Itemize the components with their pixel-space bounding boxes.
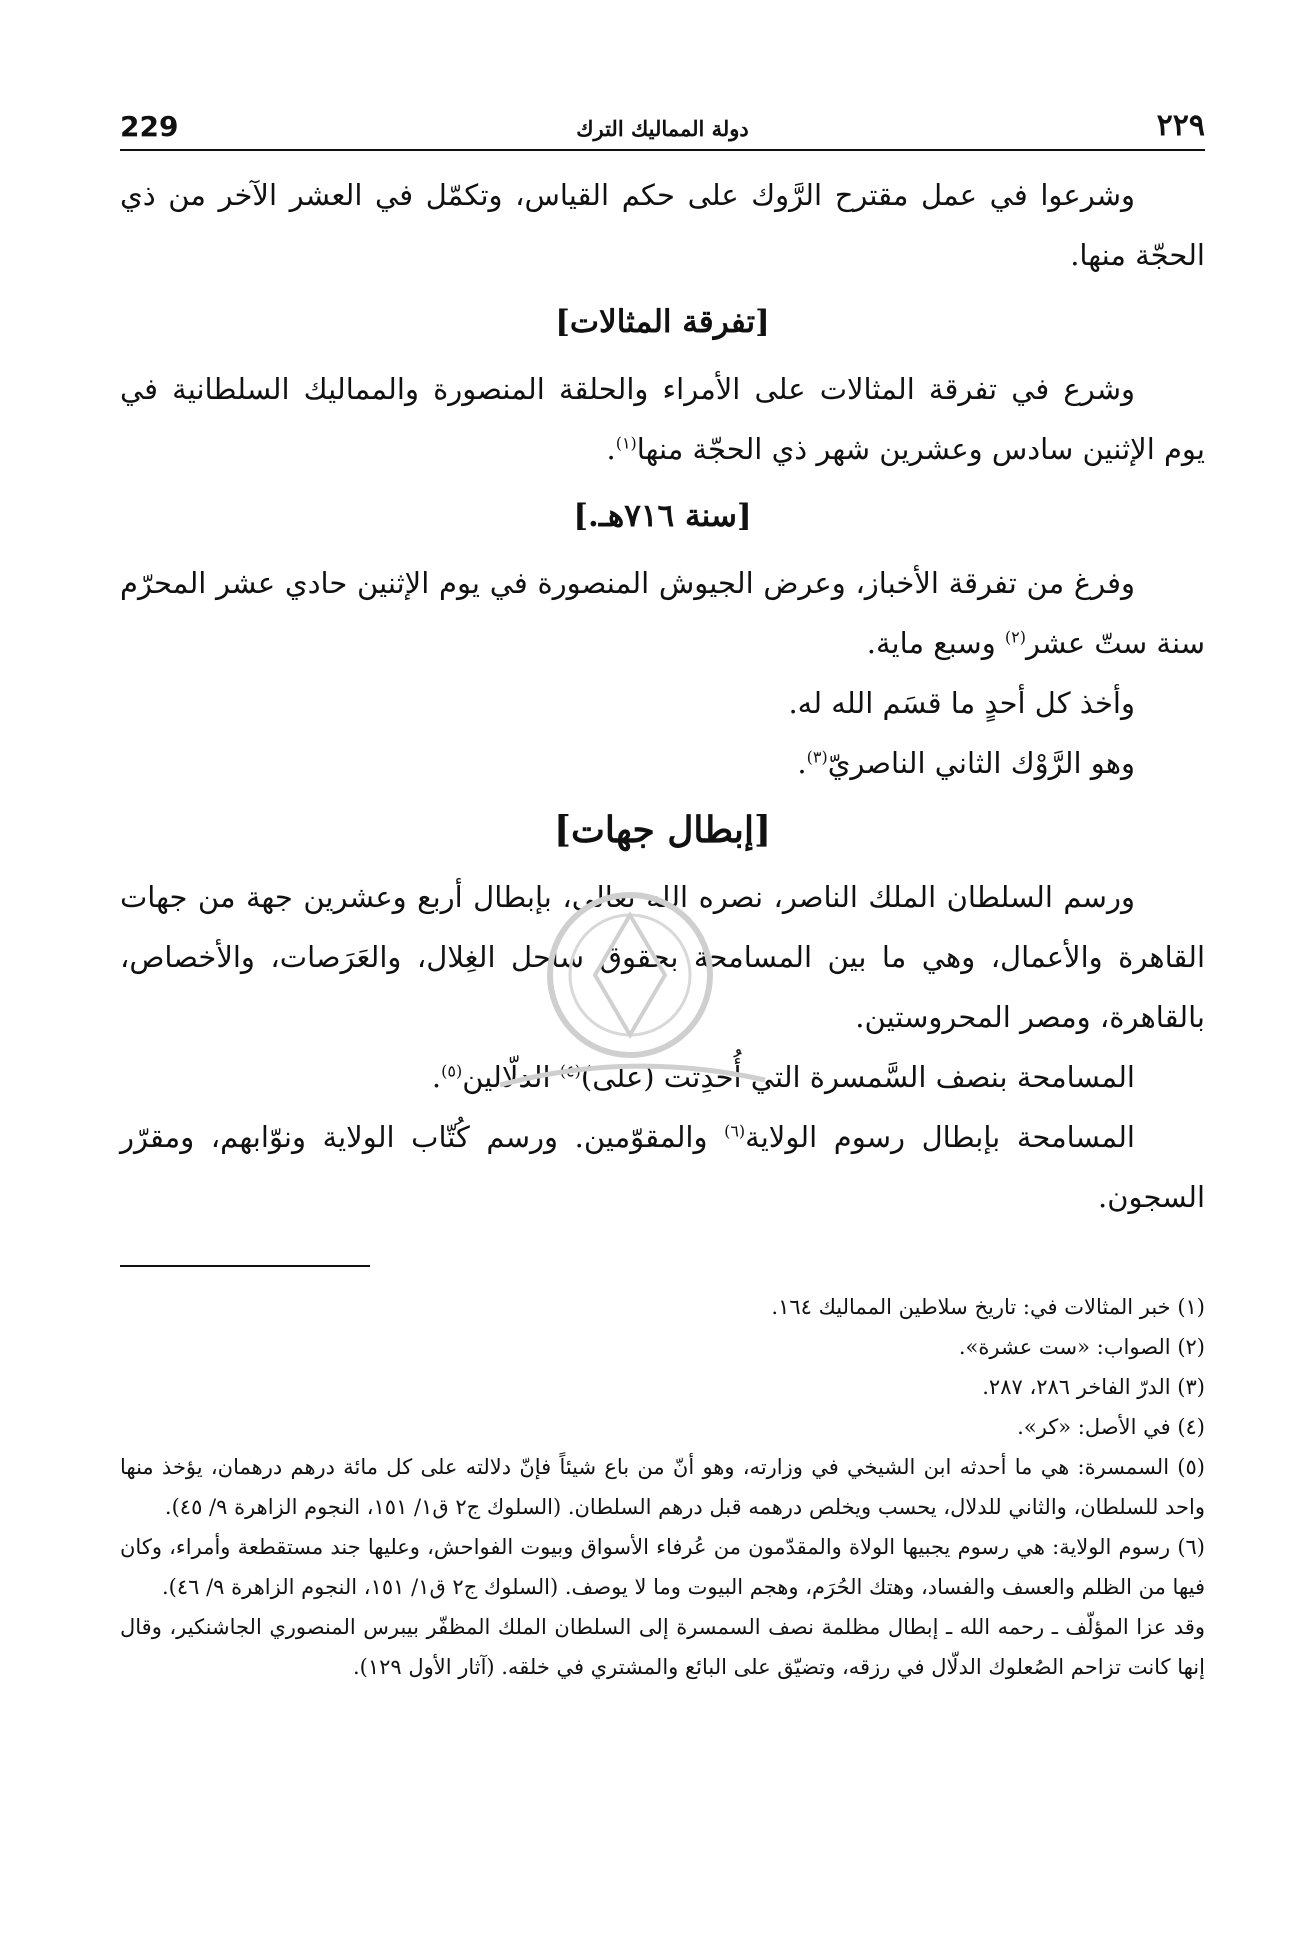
paragraph-end: وسبع ماية. (866, 626, 1005, 660)
paragraph-text: وفرغ من تفرقة الأخباز، وعرض الجيوش المنصورة في يوم الإثنين حادي عشر المحرّم سنة ستّ عشر (120, 566, 1205, 660)
book-page (120, 95, 1205, 1885)
paragraph-text: المسامحة بإبطال رسوم الولاية (745, 1120, 1135, 1154)
footnote-ref: (١) (615, 433, 637, 453)
footnote-continuation: وقد عزا المؤلّف ـ رحمه الله ـ إبطال مظلمة نصف السمسرة إلى السلطان الملك المظفّر بيبرس المنصوري الجاشنكير، وقال إنها كانت تزاحم الصُعلوك الدلّال في رزقه، وتضيّق على البائع والمشتري في خلقه. (آثار الأول ١٢٩). (120, 1615, 1205, 1679)
main-text (120, 165, 1205, 1227)
footnote-ref: (٥) (441, 1061, 463, 1081)
paragraph (120, 1047, 1205, 1107)
footnote-ref: (٣) (806, 747, 828, 767)
paragraph-text: وشرع في تفرقة المثالات على الأمراء والحلقة المنصورة والمماليك السلطانية في يوم الإثنين سادس وعشرين شهر ذي الحجّة منها (120, 372, 1205, 466)
page-header (120, 95, 1205, 151)
footnote-ref: (٢) (1004, 627, 1027, 647)
footnote: (٤) في الأصل: «كر». (1017, 1415, 1205, 1439)
page-number-arabic: ٢٢٩ (1156, 108, 1205, 143)
footnote: (٢) الصواب: «ست عشرة». (958, 1335, 1205, 1359)
year-heading: [سنة ٧١٦هـ.] (573, 498, 752, 534)
footnotes (120, 1287, 1205, 1687)
paragraph (120, 359, 1205, 479)
footnote-divider (120, 1265, 370, 1267)
paragraph: وأخذ كل أحدٍ ما قسَم الله له. (788, 686, 1135, 720)
paragraph-text: الدلّالين (462, 1060, 560, 1094)
page-number-latin: 229 (120, 110, 179, 143)
paragraph (120, 1107, 1205, 1227)
paragraph: وشرعوا في عمل مقترح الرَّوك على حكم القياس، وتكمّل في العشر الآخر من ذي الحجّة منها. (120, 178, 1205, 272)
paragraph-end: والمقوّمين. ورسم كُتّاب الولاية ونوّابهم، ومقرّر السجون. (120, 1120, 1205, 1214)
paragraph-end: . (797, 746, 807, 780)
paragraph (120, 733, 1205, 793)
section-heading: [تفرقة المثالات] (555, 304, 770, 340)
paragraph-end: . (606, 432, 616, 466)
footnote-ref: (٤) (559, 1061, 581, 1081)
paragraph-text: وهو الرَّوْك الثاني الناصريّ (827, 746, 1135, 780)
footnote: (٥) السمسرة: هي ما أحدثه ابن الشيخي في وزارته، وهو أنّ من باع شيئاً فإنّ دلالته على كل مائة درهم درهمان، يؤخذ منها واحد للسلطان، والثاني للدلال، يحسب ويخلص درهمه قبل درهم السلطان. (السلوك ج٢ ق١/ ١٥١، النجوم الزاهرة ٩/ ٤٥). (120, 1455, 1205, 1519)
footnote: (١) خبر المثالات في: تاريخ سلاطين المماليك ١٦٤. (771, 1295, 1205, 1319)
paragraph (120, 553, 1205, 673)
footnote: (٣) الدرّ الفاخر ٢٨٦، ٢٨٧. (982, 1375, 1205, 1399)
footnote: (٦) رسوم الولاية: هي رسوم يجبيها الولاة والمقدّمون من عُرفاء الأسواق وبيوت الفواحش، وعليها جند مستقطعة وأمراء، وكان فيها من الظلم والعسف والفساد، وهتك الحُرَم، وهجم البيوت وما لا يوصف. (السلوك ج٢ ق١/ ١٥١، النجوم الزاهرة ٩/ ٤٦). (120, 1535, 1205, 1599)
paragraph-text: المسامحة بنصف السَّمسرة التي أُحدِثت (على) (580, 1060, 1135, 1094)
paragraph: ورسم السلطان الملك الناصر، نصره الله تعالى، بإبطال أربع وعشرين جهة من جهات القاهرة والأعمال، وهي ما بين المسامحة بحقوق ساحل الغِلال، والعَرَصات، والأخصاص، بالقاهرة، ومصر المحروستين. (120, 880, 1205, 1034)
paragraph-end: . (431, 1060, 442, 1094)
running-title: دولة المماليك الترك (576, 116, 749, 141)
footnote-ref: (٦) (724, 1121, 746, 1141)
section-heading: [إبطال جهات] (554, 809, 771, 851)
